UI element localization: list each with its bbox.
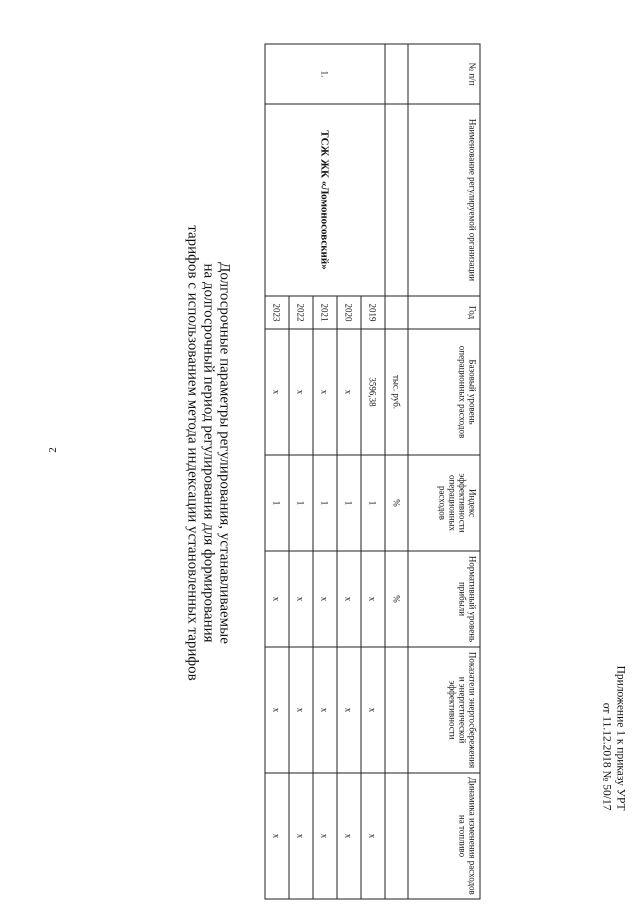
- cell-energy: х: [289, 647, 313, 773]
- cell-year: 2021: [313, 296, 337, 329]
- units-num: [385, 44, 408, 104]
- cell-year: 2023: [265, 296, 289, 329]
- header-fuel: Динамика изменения расходов на топливо: [408, 773, 480, 899]
- cell-eff: 1: [289, 455, 313, 551]
- cell-base: х: [289, 329, 313, 455]
- parameters-table: [264, 43, 480, 899]
- units-fuel: [385, 773, 408, 899]
- header-eff: Индекс эффективности операционных расходов: [408, 455, 480, 551]
- unit-base: тыс. руб.: [385, 329, 408, 455]
- cell-energy: х: [337, 647, 361, 773]
- cell-fuel: х: [337, 773, 361, 899]
- unit-profit: %: [385, 551, 408, 647]
- unit-eff: %: [385, 455, 408, 551]
- cell-year: 2022: [289, 296, 313, 329]
- title-line-2: на долгосрочный период регулирования для формирования: [200, 262, 216, 643]
- units-year: [385, 296, 408, 329]
- cell-profit: х: [313, 551, 337, 647]
- cell-fuel: х: [361, 773, 385, 899]
- cell-fuel: х: [313, 773, 337, 899]
- header-org: Наименование регулируемой организации: [408, 104, 480, 296]
- cell-profit: х: [361, 551, 385, 647]
- header-row: [408, 44, 480, 899]
- cell-profit: х: [289, 551, 313, 647]
- cell-base: х: [265, 329, 289, 455]
- page-number: 2: [47, 447, 59, 453]
- header-year: Год: [408, 296, 480, 329]
- cell-eff: 1: [337, 455, 361, 551]
- units-energy: [385, 647, 408, 773]
- cell-eff: 1: [361, 455, 385, 551]
- cell-base: х: [337, 329, 361, 455]
- cell-year: 2020: [337, 296, 361, 329]
- cell-profit: х: [265, 551, 289, 647]
- table-row: [361, 44, 385, 899]
- header-profit: Нормативный уровень прибыли: [408, 551, 480, 647]
- units-org: [385, 104, 408, 296]
- header-num: № п/п: [408, 44, 480, 104]
- header-base: Базовый уровень операционных расходов: [408, 329, 480, 455]
- cell-fuel: х: [289, 773, 313, 899]
- annex-note: [599, 665, 627, 810]
- cell-year: 2019: [361, 296, 385, 329]
- cell-energy: х: [265, 647, 289, 773]
- annex-line-1: Приложение 1 к приказу УРТ: [614, 665, 626, 810]
- cell-energy: х: [313, 647, 337, 773]
- org-name: ТСЖ ЖК «Ломоносовский»: [265, 104, 385, 296]
- header-energy: Показатели энергосбережения и энергетической эффективности: [408, 647, 480, 773]
- title-line-1: Долгосрочные параметры регулирования, устанавливаемые: [216, 261, 232, 644]
- cell-fuel: х: [265, 773, 289, 899]
- cell-energy: х: [361, 647, 385, 773]
- cell-eff: 1: [265, 455, 289, 551]
- cell-base: 3596,38: [361, 329, 385, 455]
- org-index: 1.: [265, 44, 385, 104]
- title-line-3: тарифов с использованием метода индексации установленных тарифов: [184, 224, 200, 681]
- document-title: [184, 0, 232, 905]
- cell-eff: 1: [313, 455, 337, 551]
- annex-line-2: от 11.12.2018 № 50/17: [600, 702, 612, 810]
- cell-base: х: [313, 329, 337, 455]
- units-row: [385, 44, 408, 899]
- cell-profit: х: [337, 551, 361, 647]
